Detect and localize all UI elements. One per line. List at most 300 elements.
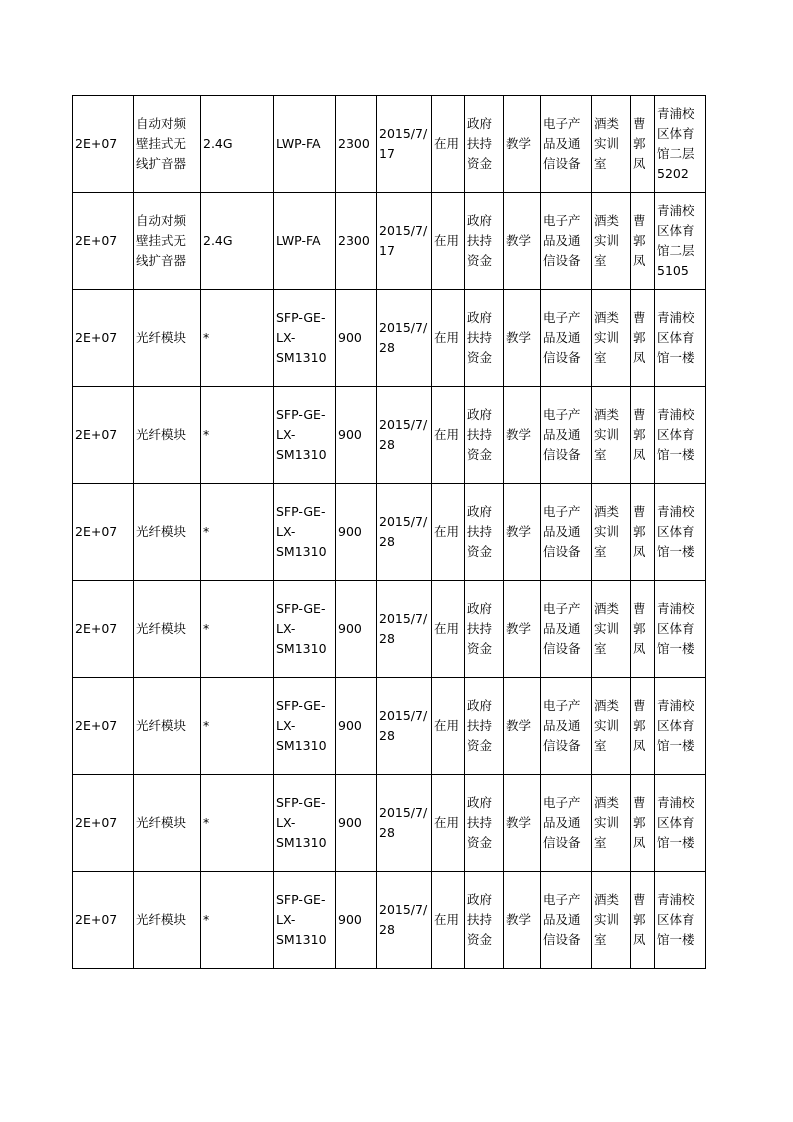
funding-source-cell-line: 资金 (467, 835, 493, 850)
funding-source-cell (465, 484, 504, 581)
usage-cell: 教学 (504, 387, 541, 484)
manager-cell-line: 凤 (633, 447, 646, 462)
asset-name-cell (134, 96, 201, 193)
spec-cell: * (201, 484, 274, 581)
funding-source-cell-line: 资金 (467, 641, 493, 656)
department-cell-line: 实训 (594, 524, 620, 539)
department-cell-line: 实训 (594, 330, 620, 345)
usage-cell: 教学 (504, 290, 541, 387)
manager-cell-line: 郭 (633, 233, 646, 248)
funding-source-cell-line: 政府 (467, 601, 493, 616)
category-cell-line: 电子产 (543, 116, 581, 131)
usage-cell: 教学 (504, 96, 541, 193)
model-cell (274, 775, 336, 872)
department-cell-line: 实训 (594, 912, 620, 927)
asset-name-cell-line: 线扩音器 (136, 156, 187, 171)
status-cell: 在用 (432, 290, 465, 387)
usage-cell: 教学 (504, 872, 541, 969)
manager-cell-line: 曹 (633, 116, 646, 131)
purchase-date-cell (377, 387, 432, 484)
location-cell-line: 馆一楼 (657, 544, 695, 559)
manager-cell-line: 郭 (633, 427, 646, 442)
price-cell: 900 (336, 581, 377, 678)
funding-source-cell-line: 扶持 (467, 524, 493, 539)
category-cell-line: 信设备 (543, 835, 581, 850)
purchase-date-cell-line: 17 (379, 146, 395, 161)
category-cell-line: 电子产 (543, 504, 581, 519)
category-cell-line: 电子产 (543, 407, 581, 422)
spec-cell: * (201, 581, 274, 678)
manager-cell-line: 郭 (633, 912, 646, 927)
purchase-date-cell (377, 678, 432, 775)
funding-source-cell-line: 扶持 (467, 912, 493, 927)
asset-name-cell (134, 193, 201, 290)
funding-source-cell-line: 扶持 (467, 621, 493, 636)
funding-source-cell-line: 扶持 (467, 330, 493, 345)
table-row (73, 775, 706, 872)
manager-cell-line: 郭 (633, 524, 646, 539)
manager-cell-line: 郭 (633, 330, 646, 345)
purchase-date-cell (377, 96, 432, 193)
model-cell-line: LX- (276, 524, 296, 539)
manager-cell-line: 郭 (633, 815, 646, 830)
location-cell-line: 青浦校 (657, 795, 695, 810)
department-cell-line: 酒类 (594, 795, 620, 810)
manager-cell (631, 775, 655, 872)
department-cell (592, 678, 631, 775)
table-row (73, 678, 706, 775)
funding-source-cell (465, 387, 504, 484)
purchase-date-cell-line: 2015/7/ (379, 514, 428, 529)
location-cell-line: 馆二层 (657, 243, 695, 258)
category-cell-line: 电子产 (543, 892, 581, 907)
category-cell-line: 电子产 (543, 795, 581, 810)
location-cell-line: 区体育 (657, 330, 695, 345)
location-cell (655, 484, 706, 581)
manager-cell (631, 678, 655, 775)
department-cell (592, 193, 631, 290)
funding-source-cell (465, 96, 504, 193)
spec-cell: 2.4G (201, 193, 274, 290)
usage-cell: 教学 (504, 775, 541, 872)
category-cell (541, 290, 592, 387)
funding-source-cell (465, 775, 504, 872)
model-cell (274, 484, 336, 581)
price-cell: 900 (336, 290, 377, 387)
funding-source-cell (465, 678, 504, 775)
category-cell (541, 484, 592, 581)
department-cell-line: 实训 (594, 815, 620, 830)
category-cell-line: 品及通 (543, 427, 581, 442)
asset-code-cell: 2E+07 (73, 193, 134, 290)
purchase-date-cell (377, 775, 432, 872)
purchase-date-cell-line: 28 (379, 922, 395, 937)
location-cell-line: 区体育 (657, 621, 695, 636)
asset-name-cell (134, 484, 201, 581)
location-cell-line: 区体育 (657, 815, 695, 830)
model-cell-line: SM1310 (276, 350, 327, 365)
status-cell: 在用 (432, 96, 465, 193)
funding-source-cell-line: 扶持 (467, 815, 493, 830)
funding-source-cell-line: 政府 (467, 504, 493, 519)
department-cell-line: 实训 (594, 233, 620, 248)
department-cell-line: 实训 (594, 427, 620, 442)
purchase-date-cell-line: 2015/7/ (379, 708, 428, 723)
funding-source-cell-line: 资金 (467, 932, 493, 947)
purchase-date-cell-line: 28 (379, 631, 395, 646)
manager-cell (631, 484, 655, 581)
status-cell: 在用 (432, 484, 465, 581)
department-cell-line: 室 (594, 641, 607, 656)
usage-cell: 教学 (504, 581, 541, 678)
category-cell-line: 品及通 (543, 136, 581, 151)
funding-source-cell-line: 政府 (467, 310, 493, 325)
spec-cell: 2.4G (201, 96, 274, 193)
location-cell-line: 5202 (657, 166, 689, 181)
asset-name-cell (134, 387, 201, 484)
manager-cell-line: 曹 (633, 892, 646, 907)
model-cell-line: LX- (276, 912, 296, 927)
department-cell-line: 室 (594, 253, 607, 268)
purchase-date-cell (377, 193, 432, 290)
usage-cell: 教学 (504, 484, 541, 581)
price-cell: 2300 (336, 96, 377, 193)
manager-cell (631, 96, 655, 193)
manager-cell (631, 872, 655, 969)
model-cell-line: LX- (276, 330, 296, 345)
category-cell-line: 电子产 (543, 698, 581, 713)
purchase-date-cell (377, 581, 432, 678)
model-cell-line: SFP-GE- (276, 795, 326, 810)
table-row (73, 193, 706, 290)
price-cell: 2300 (336, 193, 377, 290)
purchase-date-cell-line: 28 (379, 825, 395, 840)
asset-name-cell-line: 光纤模块 (136, 912, 187, 927)
price-cell: 900 (336, 775, 377, 872)
model-cell-line: LX- (276, 427, 296, 442)
asset-code-cell: 2E+07 (73, 387, 134, 484)
department-cell-line: 酒类 (594, 504, 620, 519)
category-cell (541, 872, 592, 969)
table-body (73, 96, 706, 969)
category-cell (541, 581, 592, 678)
location-cell-line: 区体育 (657, 223, 695, 238)
funding-source-cell-line: 资金 (467, 253, 493, 268)
location-cell (655, 872, 706, 969)
department-cell-line: 室 (594, 544, 607, 559)
location-cell-line: 青浦校 (657, 203, 695, 218)
asset-code-cell: 2E+07 (73, 872, 134, 969)
spec-cell: * (201, 290, 274, 387)
purchase-date-cell (377, 872, 432, 969)
category-cell-line: 信设备 (543, 156, 581, 171)
location-cell-line: 馆一楼 (657, 641, 695, 656)
purchase-date-cell-line: 2015/7/ (379, 902, 428, 917)
location-cell-line: 青浦校 (657, 698, 695, 713)
purchase-date-cell (377, 290, 432, 387)
asset-name-cell-line: 光纤模块 (136, 815, 187, 830)
funding-source-cell (465, 581, 504, 678)
purchase-date-cell-line: 17 (379, 243, 395, 258)
category-cell-line: 电子产 (543, 213, 581, 228)
model-cell-line: SM1310 (276, 544, 327, 559)
department-cell (592, 581, 631, 678)
department-cell (592, 775, 631, 872)
funding-source-cell-line: 扶持 (467, 718, 493, 733)
model-cell-line: SFP-GE- (276, 892, 326, 907)
manager-cell-line: 曹 (633, 601, 646, 616)
location-cell-line: 馆一楼 (657, 738, 695, 753)
category-cell-line: 品及通 (543, 815, 581, 830)
location-cell-line: 青浦校 (657, 310, 695, 325)
location-cell-line: 馆一楼 (657, 932, 695, 947)
location-cell-line: 区体育 (657, 427, 695, 442)
location-cell (655, 290, 706, 387)
location-cell (655, 96, 706, 193)
department-cell-line: 室 (594, 835, 607, 850)
funding-source-cell-line: 政府 (467, 795, 493, 810)
category-cell-line: 电子产 (543, 601, 581, 616)
funding-source-cell-line: 资金 (467, 156, 493, 171)
purchase-date-cell-line: 28 (379, 728, 395, 743)
manager-cell-line: 凤 (633, 156, 646, 171)
price-cell: 900 (336, 484, 377, 581)
asset-name-cell-line: 壁挂式无 (136, 233, 187, 248)
funding-source-cell-line: 政府 (467, 213, 493, 228)
purchase-date-cell-line: 2015/7/ (379, 320, 428, 335)
department-cell-line: 室 (594, 738, 607, 753)
department-cell (592, 484, 631, 581)
purchase-date-cell-line: 2015/7/ (379, 417, 428, 432)
table-row (73, 581, 706, 678)
model-cell (274, 678, 336, 775)
category-cell-line: 电子产 (543, 310, 581, 325)
funding-source-cell-line: 政府 (467, 892, 493, 907)
category-cell (541, 96, 592, 193)
status-cell: 在用 (432, 193, 465, 290)
department-cell (592, 872, 631, 969)
asset-name-cell (134, 872, 201, 969)
manager-cell-line: 曹 (633, 504, 646, 519)
manager-cell-line: 曹 (633, 795, 646, 810)
model-cell-line: LWP-FA (276, 233, 321, 248)
table-row (73, 484, 706, 581)
funding-source-cell-line: 资金 (467, 350, 493, 365)
category-cell (541, 775, 592, 872)
funding-source-cell-line: 资金 (467, 738, 493, 753)
category-cell-line: 信设备 (543, 544, 581, 559)
location-cell-line: 5105 (657, 263, 689, 278)
manager-cell (631, 290, 655, 387)
asset-name-cell-line: 自动对频 (136, 116, 187, 131)
location-cell-line: 区体育 (657, 126, 695, 141)
funding-source-cell (465, 290, 504, 387)
manager-cell-line: 凤 (633, 253, 646, 268)
status-cell: 在用 (432, 678, 465, 775)
location-cell (655, 193, 706, 290)
location-cell-line: 青浦校 (657, 601, 695, 616)
status-cell: 在用 (432, 872, 465, 969)
manager-cell-line: 凤 (633, 738, 646, 753)
asset-name-cell-line: 光纤模块 (136, 718, 187, 733)
manager-cell-line: 郭 (633, 718, 646, 733)
manager-cell-line: 凤 (633, 544, 646, 559)
model-cell (274, 387, 336, 484)
table-row (73, 872, 706, 969)
model-cell (274, 193, 336, 290)
manager-cell-line: 凤 (633, 835, 646, 850)
location-cell-line: 区体育 (657, 912, 695, 927)
status-cell: 在用 (432, 775, 465, 872)
department-cell-line: 酒类 (594, 407, 620, 422)
category-cell-line: 品及通 (543, 330, 581, 345)
department-cell-line: 酒类 (594, 892, 620, 907)
usage-cell: 教学 (504, 678, 541, 775)
manager-cell-line: 凤 (633, 641, 646, 656)
department-cell (592, 290, 631, 387)
department-cell-line: 酒类 (594, 116, 620, 131)
department-cell-line: 室 (594, 156, 607, 171)
asset-code-cell: 2E+07 (73, 96, 134, 193)
price-cell: 900 (336, 872, 377, 969)
model-cell-line: SFP-GE- (276, 407, 326, 422)
spec-cell: * (201, 775, 274, 872)
asset-code-cell: 2E+07 (73, 678, 134, 775)
purchase-date-cell-line: 2015/7/ (379, 611, 428, 626)
manager-cell-line: 郭 (633, 136, 646, 151)
status-cell: 在用 (432, 581, 465, 678)
table-row (73, 96, 706, 193)
asset-name-cell-line: 光纤模块 (136, 330, 187, 345)
purchase-date-cell-line: 2015/7/ (379, 805, 428, 820)
category-cell-line: 品及通 (543, 524, 581, 539)
model-cell-line: LX- (276, 621, 296, 636)
model-cell-line: SM1310 (276, 932, 327, 947)
model-cell-line: SFP-GE- (276, 310, 326, 325)
department-cell (592, 96, 631, 193)
asset-name-cell-line: 光纤模块 (136, 524, 187, 539)
funding-source-cell-line: 资金 (467, 544, 493, 559)
asset-name-cell (134, 775, 201, 872)
price-cell: 900 (336, 678, 377, 775)
price-cell: 900 (336, 387, 377, 484)
department-cell (592, 387, 631, 484)
manager-cell (631, 387, 655, 484)
model-cell (274, 290, 336, 387)
location-cell-line: 馆一楼 (657, 835, 695, 850)
category-cell-line: 品及通 (543, 621, 581, 636)
category-cell-line: 信设备 (543, 738, 581, 753)
asset-name-cell (134, 290, 201, 387)
category-cell-line: 信设备 (543, 350, 581, 365)
location-cell-line: 区体育 (657, 718, 695, 733)
asset-name-cell-line: 光纤模块 (136, 621, 187, 636)
department-cell-line: 酒类 (594, 698, 620, 713)
location-cell (655, 387, 706, 484)
location-cell-line: 青浦校 (657, 892, 695, 907)
funding-source-cell-line: 政府 (467, 698, 493, 713)
model-cell-line: SM1310 (276, 738, 327, 753)
usage-cell: 教学 (504, 193, 541, 290)
spec-cell: * (201, 387, 274, 484)
location-cell (655, 581, 706, 678)
category-cell (541, 193, 592, 290)
asset-code-cell: 2E+07 (73, 581, 134, 678)
funding-source-cell-line: 政府 (467, 407, 493, 422)
asset-name-cell-line: 壁挂式无 (136, 136, 187, 151)
asset-table (72, 95, 706, 969)
model-cell-line: LX- (276, 815, 296, 830)
purchase-date-cell-line: 2015/7/ (379, 223, 428, 238)
funding-source-cell (465, 872, 504, 969)
table-row (73, 290, 706, 387)
manager-cell-line: 曹 (633, 310, 646, 325)
category-cell (541, 387, 592, 484)
manager-cell-line: 曹 (633, 213, 646, 228)
funding-source-cell-line: 政府 (467, 116, 493, 131)
department-cell-line: 酒类 (594, 213, 620, 228)
purchase-date-cell-line: 28 (379, 534, 395, 549)
category-cell (541, 678, 592, 775)
department-cell-line: 实训 (594, 136, 620, 151)
category-cell-line: 品及通 (543, 912, 581, 927)
category-cell-line: 品及通 (543, 233, 581, 248)
funding-source-cell (465, 193, 504, 290)
location-cell-line: 青浦校 (657, 504, 695, 519)
manager-cell-line: 凤 (633, 350, 646, 365)
model-cell-line: SM1310 (276, 447, 327, 462)
model-cell (274, 872, 336, 969)
spec-cell: * (201, 678, 274, 775)
department-cell-line: 酒类 (594, 601, 620, 616)
asset-name-cell (134, 678, 201, 775)
department-cell-line: 室 (594, 447, 607, 462)
location-cell-line: 区体育 (657, 524, 695, 539)
funding-source-cell-line: 扶持 (467, 233, 493, 248)
model-cell-line: SFP-GE- (276, 601, 326, 616)
asset-name-cell-line: 自动对频 (136, 213, 187, 228)
purchase-date-cell-line: 28 (379, 437, 395, 452)
category-cell-line: 信设备 (543, 447, 581, 462)
manager-cell-line: 凤 (633, 932, 646, 947)
location-cell-line: 馆一楼 (657, 350, 695, 365)
model-cell-line: LWP-FA (276, 136, 321, 151)
manager-cell-line: 曹 (633, 407, 646, 422)
category-cell-line: 信设备 (543, 253, 581, 268)
asset-name-cell (134, 581, 201, 678)
model-cell-line: LX- (276, 718, 296, 733)
status-cell: 在用 (432, 387, 465, 484)
asset-code-cell: 2E+07 (73, 775, 134, 872)
model-cell-line: SFP-GE- (276, 698, 326, 713)
category-cell-line: 品及通 (543, 718, 581, 733)
location-cell-line: 青浦校 (657, 407, 695, 422)
department-cell-line: 室 (594, 932, 607, 947)
asset-name-cell-line: 光纤模块 (136, 427, 187, 442)
purchase-date-cell (377, 484, 432, 581)
asset-code-cell: 2E+07 (73, 484, 134, 581)
location-cell (655, 678, 706, 775)
department-cell-line: 实训 (594, 621, 620, 636)
department-cell-line: 室 (594, 350, 607, 365)
funding-source-cell-line: 资金 (467, 447, 493, 462)
model-cell-line: SM1310 (276, 835, 327, 850)
model-cell (274, 581, 336, 678)
spec-cell: * (201, 872, 274, 969)
asset-name-cell-line: 线扩音器 (136, 253, 187, 268)
funding-source-cell-line: 扶持 (467, 136, 493, 151)
model-cell (274, 96, 336, 193)
